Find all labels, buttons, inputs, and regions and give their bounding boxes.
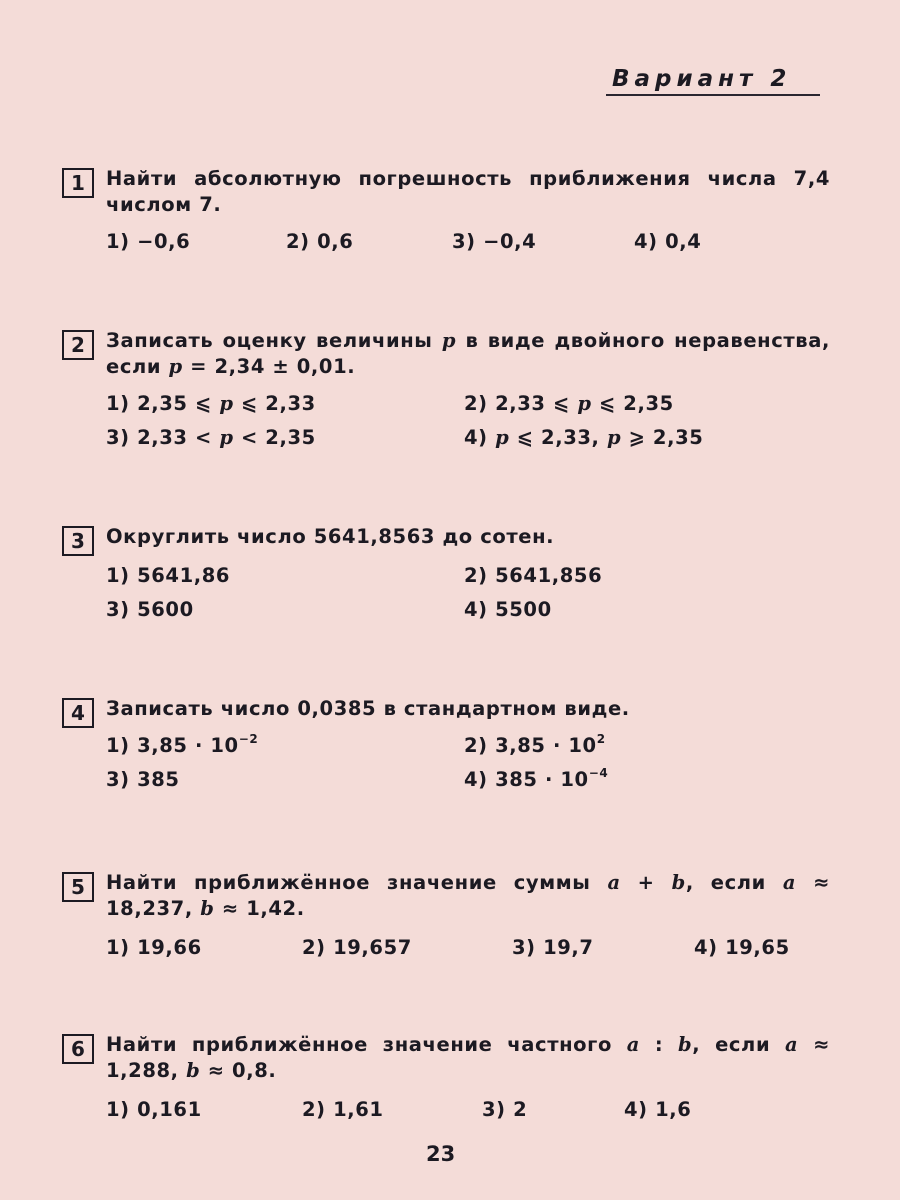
variant-heading: Вариант 2 xyxy=(612,66,792,92)
task-question: Округлить число 5641,8563 до сотен. xyxy=(106,525,555,548)
answer-option[interactable]: 4) 19,65 xyxy=(694,936,790,959)
answer-option[interactable]: 4) $385 \cdot 10^{-4}$ xyxy=(464,766,609,791)
answer-option[interactable]: 1) −0,6 xyxy=(106,230,191,253)
answer-option[interactable]: 4) p ⩽ 2,33, p ⩾ 2,35 xyxy=(464,426,704,449)
variant-underline xyxy=(606,94,820,96)
answer-option[interactable]: 1) 2,35 ⩽ p ⩽ 2,33 xyxy=(106,392,316,415)
answer-option[interactable]: 1) 19,66 xyxy=(106,936,202,959)
answer-option[interactable]: 4) 0,4 xyxy=(634,230,702,253)
answer-options xyxy=(106,936,830,966)
task-number-box: 2 xyxy=(62,330,94,360)
answer-option[interactable]: 3) 2 xyxy=(482,1098,528,1121)
answer-option[interactable]: 3) 19,7 xyxy=(512,936,594,959)
answer-option[interactable]: 2) 1,61 xyxy=(302,1098,384,1121)
answer-options xyxy=(106,564,830,628)
task-question: Записать число 0,0385 в стандартном виде. xyxy=(106,697,630,720)
answer-options xyxy=(106,1098,830,1128)
answer-option[interactable]: 1) $3,85 \cdot 10^{-2}$ xyxy=(106,732,259,757)
answer-option[interactable]: 3) 385 xyxy=(106,768,180,791)
answer-options xyxy=(106,734,830,798)
task-question: Найти абсолютную погрешность приближения числа 7,4 числом 7. xyxy=(106,167,830,216)
task-4 xyxy=(62,696,830,798)
answer-options xyxy=(106,392,830,456)
task-question: Найти приближённое значение частного a : b, если a ≈ 1,288, b ≈ 0,8. xyxy=(106,1033,831,1082)
task-6 xyxy=(62,1032,830,1128)
task-question: Найти приближённое значение суммы a + b, если a ≈ 18,237, b ≈ 1,42. xyxy=(106,871,831,920)
task-question: Записать оценку величины p в виде двойного неравенства, если p = 2,34 ± 0,01. xyxy=(106,329,830,378)
task-2 xyxy=(62,328,830,456)
answer-option[interactable]: 1) 5641,86 xyxy=(106,564,231,587)
task-number-box: 4 xyxy=(62,698,94,728)
task-1 xyxy=(62,166,830,260)
answer-option[interactable]: 3) 5600 xyxy=(106,598,194,621)
page-number: 23 xyxy=(426,1142,456,1166)
task-number-box: 1 xyxy=(62,168,94,198)
answer-option[interactable]: 2) 0,6 xyxy=(286,230,354,253)
answer-option[interactable]: 2) 2,33 ⩽ p ⩽ 2,35 xyxy=(464,392,674,415)
answer-option[interactable]: 4) 1,6 xyxy=(624,1098,692,1121)
answer-option[interactable]: 2) 19,657 xyxy=(302,936,412,959)
answer-options xyxy=(106,230,830,260)
answer-option[interactable]: 2) $3,85 \cdot 10^2$ xyxy=(464,732,606,757)
answer-option[interactable]: 2) 5641,856 xyxy=(464,564,603,587)
task-number-box: 5 xyxy=(62,872,94,902)
answer-option[interactable]: 3) 2,33 < p < 2,35 xyxy=(106,426,316,449)
task-3 xyxy=(62,524,830,628)
task-5 xyxy=(62,870,830,966)
task-number-box: 6 xyxy=(62,1034,94,1064)
answer-option[interactable]: 1) 0,161 xyxy=(106,1098,202,1121)
answer-option[interactable]: 3) −0,4 xyxy=(452,230,537,253)
answer-option[interactable]: 4) 5500 xyxy=(464,598,552,621)
task-number-box: 3 xyxy=(62,526,94,556)
